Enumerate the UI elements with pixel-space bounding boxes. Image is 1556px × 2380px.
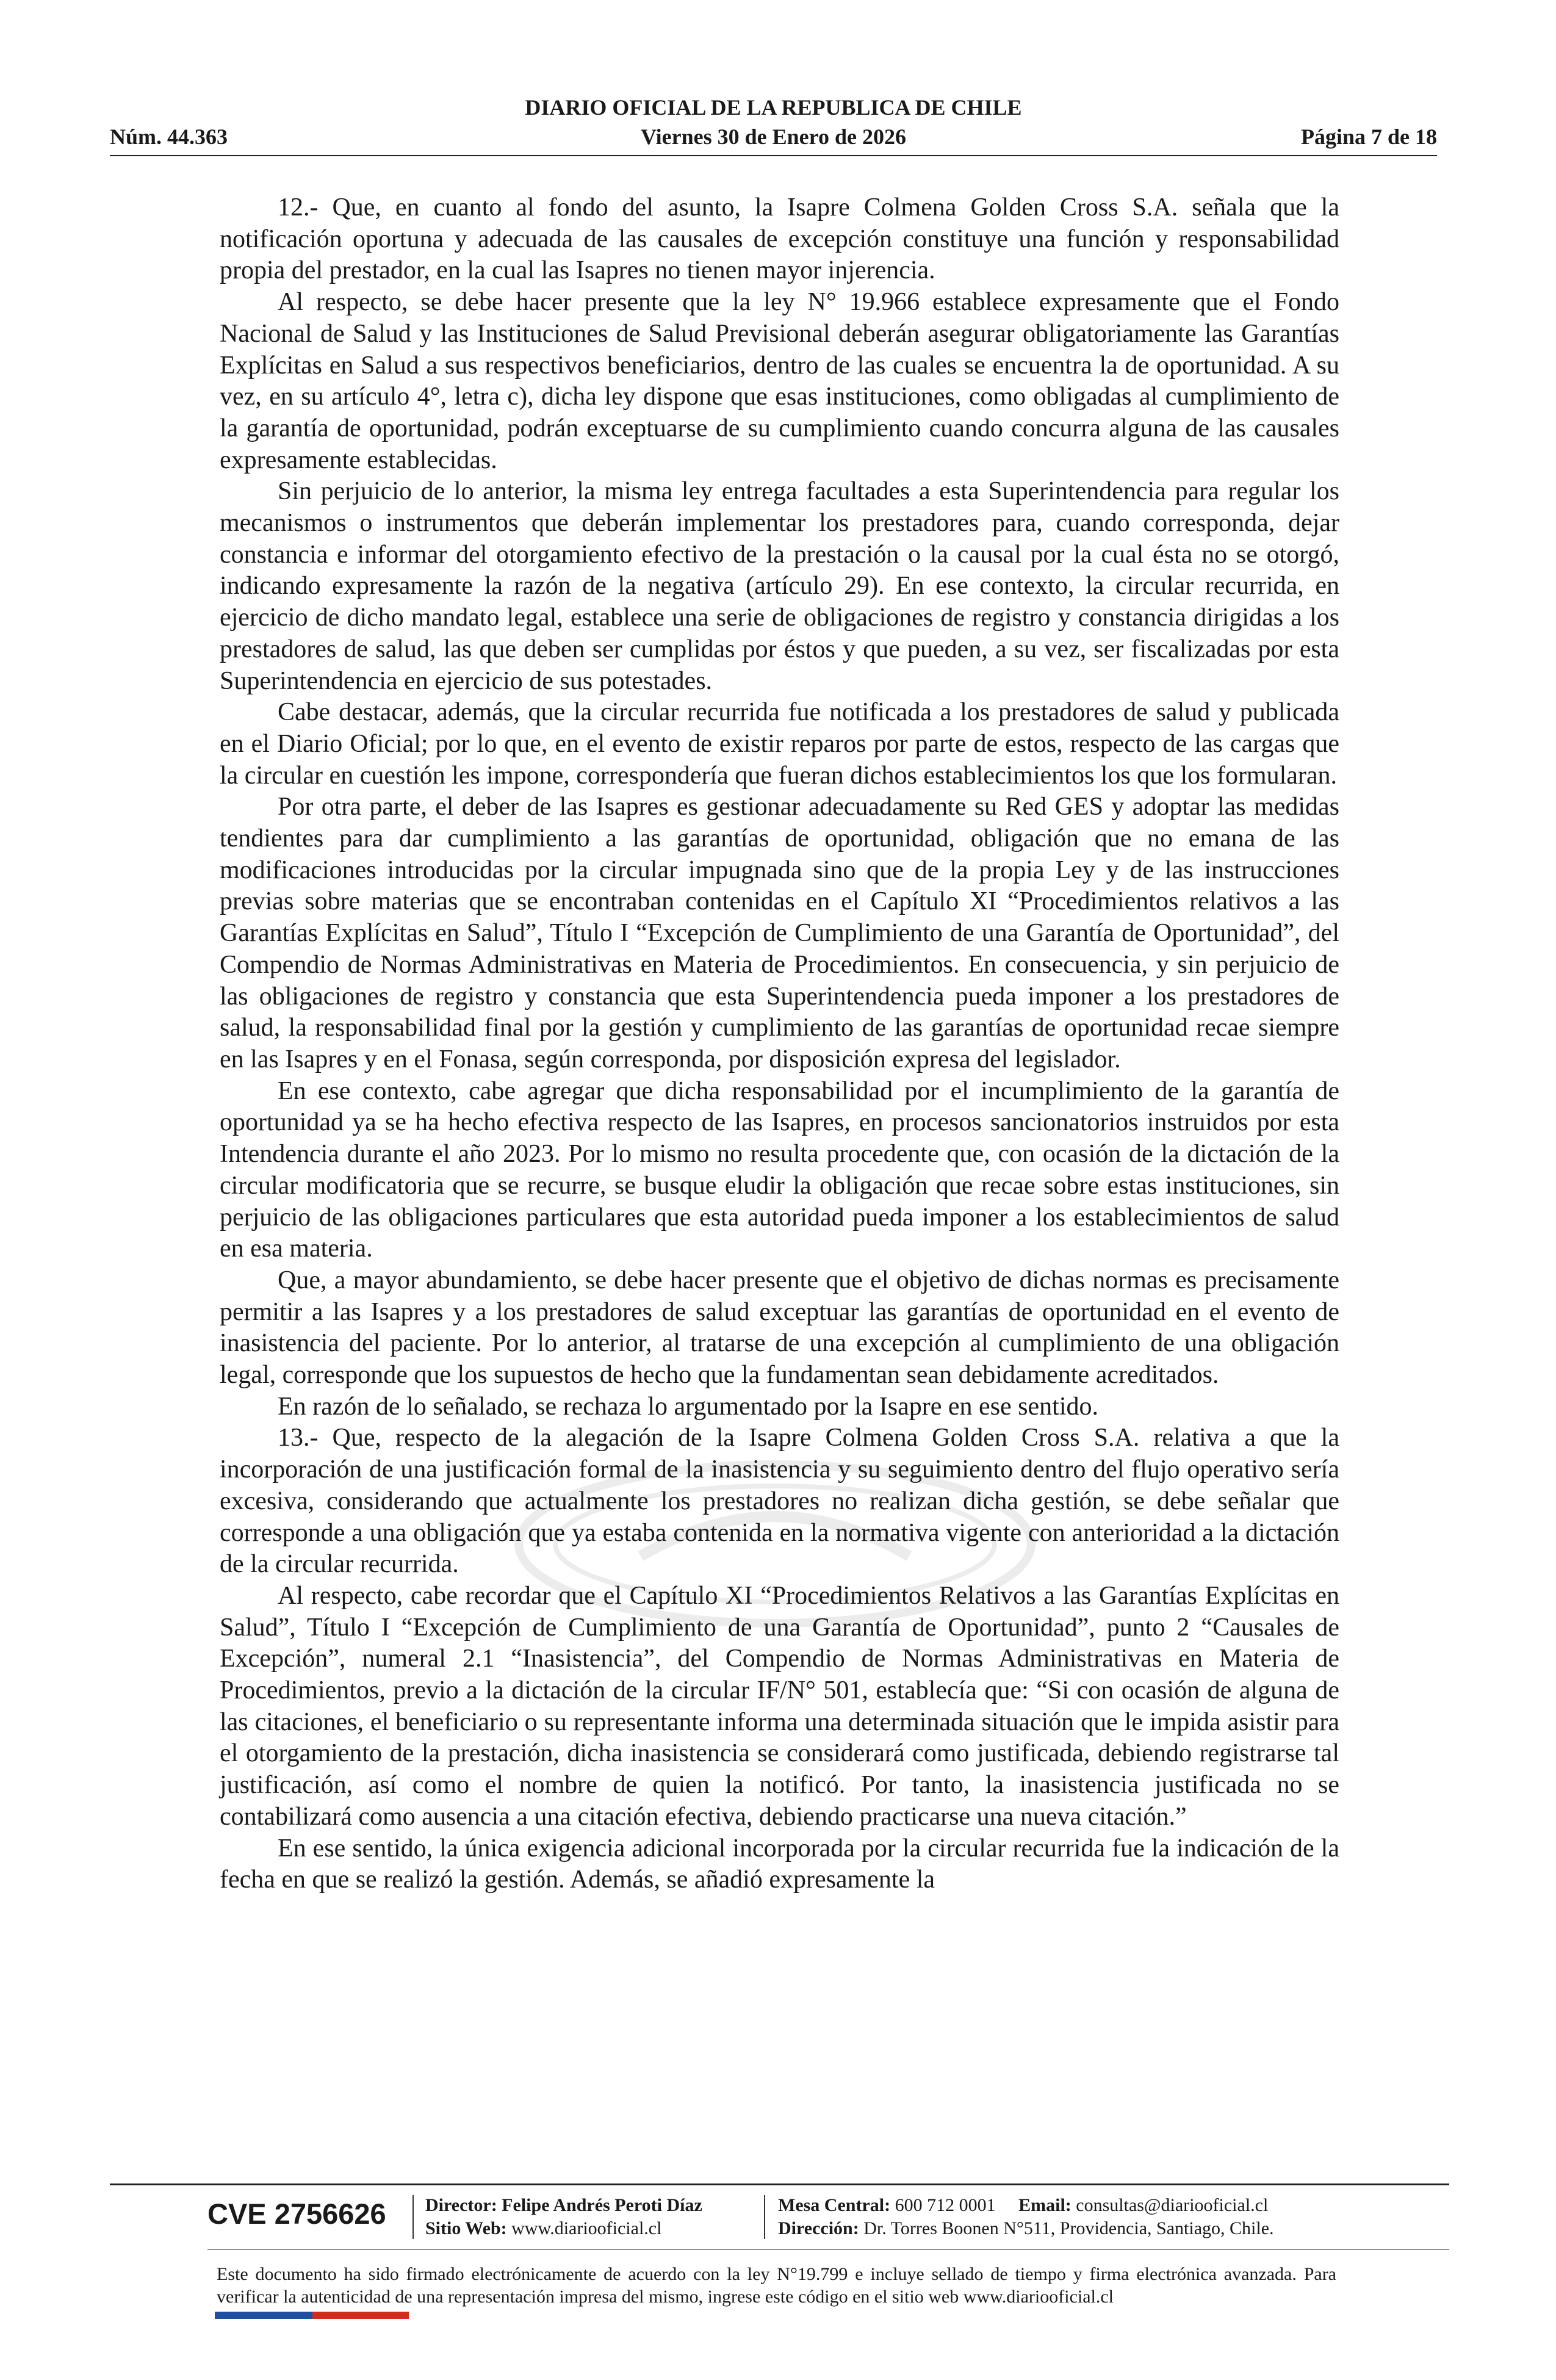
paragraph: Al respecto, cabe recordar que el Capítulo XI “Procedimientos Relativos a las Garantías Explícitas en Salud”, Título I “Excepción de Cumplimiento de una Garantía de Oportunidad”, punto 2 “Causales de Excepción”, numeral 2.1 “Inasistencia”, del Compendio de Normas Administrativas en Materia de Procedimientos, previo a la dictación de la circular IF/N° 501, establecía que: “Si con ocasión de alguna de las citaciones, el beneficiario o su representante informa una determinada situación que le impida asistir para el otorgamiento de la prestación, dicha inasistencia se considerará como justificada, debiendo registrarse tal justificación, así como el nombre de quien la notificó. Por tanto, la inasistencia justificada no se contabilizará como ausencia a una citación efectiva, debiendo practicarse una nueva citación.” [220, 1581, 1339, 1831]
director-name: Felipe Andrés Peroti Díaz [502, 2195, 702, 2215]
footer-divider [110, 2183, 1449, 2185]
header-divider [110, 155, 1437, 156]
flag-stripe-red [312, 2312, 409, 2319]
director-label: Director: [425, 2195, 497, 2215]
paragraph: 13.- Que, respecto de la alegación de la Isapre Colmena Golden Cross S.A. relativa a que la incorporación de una justificación formal de la inasistencia y su seguimiento dentro del flujo operativo sería excesiva, considerando que actualmente los prestadores no realizan dicha gestión, se debe señalar que corresponde a una obligación que ya estaba contenida en la normativa vigente con anterioridad a la dictación de la circular recurrida. [220, 1424, 1339, 1579]
address-line [778, 2217, 1274, 2240]
footer-separator [412, 2195, 414, 2239]
article-body [220, 192, 1339, 1896]
footer-contact-block [778, 2194, 1274, 2240]
paragraph: Al respecto, se debe hacer presente que la ley N° 19.966 establece expresamente que el Fondo Nacional de Salud y las Instituciones de Salud Previsional deberán asegurar obligatoriamente las Garantías Explícitas en Salud a sus respectivos beneficiarios, dentro de las cuales se encuentra la de oportunidad. A su vez, en su artículo 4°, letra c), dicha ley dispone que esas instituciones, como obligadas al cumplimiento de la garantía de oportunidad, podrán exceptuarse de su cumplimiento cuando concurra alguna de las causales expresamente establecidas. [220, 288, 1339, 474]
website-link[interactable]: www.diariooficial.cl [511, 2218, 662, 2238]
footer-separator [764, 2195, 765, 2239]
flag-stripe-blue [215, 2312, 312, 2319]
cve-code: CVE 2756626 [207, 2198, 386, 2230]
paragraph: Cabe destacar, además, que la circular recurrida fue notificada a los prestadores de salud y publicada en el Diario Oficial; por lo que, en el evento de existir reparos por parte de estos, respecto de las cargas que la circular en cuestión les impone, correspondería que fueran dichos establecimientos los que los formularan. [220, 698, 1339, 790]
contact-line [778, 2194, 1274, 2217]
signature-notice: Este documento ha sido firmado electrónicamente de acuerdo con la ley N°19.799 e incluye sellado de tiempo y firma electrónica avanzada. Para verificar la autenticidad de una representación impresa del mismo, ingrese este código en el sitio web www.diariooficial.cl [217, 2264, 1336, 2307]
paragraph: En ese sentido, la única exigencia adicional incorporada por la circular recurrida fue la indicación de la fecha en que se realizó la gestión. Además, se añadió expresamente la [220, 1834, 1339, 1894]
address-value: Dr. Torres Boonen N°511, Providencia, Santiago, Chile. [863, 2218, 1274, 2238]
footer-director-block [425, 2194, 702, 2240]
paragraph: Sin perjuicio de lo anterior, la misma ley entrega facultades a esta Superintendencia para regular los mecanismos o instrumentos que deberán implementar los prestadores para, cuando corresponda, dejar constancia e informar del otorgamiento efectivo de la prestación o la causal por la cual ésta no se otorgó, indicando expresamente la razón de la negativa (artículo 29). En ese contexto, la circular recurrida, en ejercicio de dicho mandato legal, establece una serie de obligaciones de registro y constancia dirigidas a los prestadores de salud, las que deben ser cumplidas por éstos y que pueden, a su vez, ser fiscalizadas por esta Superintendencia en ejercicio de sus potestades. [220, 477, 1339, 695]
director-line [425, 2194, 702, 2217]
address-label: Dirección: [778, 2218, 859, 2238]
issue-number: Núm. 44.363 [110, 124, 228, 149]
paragraph: En ese contexto, cabe agregar que dicha responsabilidad por el incumplimiento de la garantía de oportunidad ya se ha hecho efectiva respecto de las Isapres, en procesos sancionatorios instruidos por esta Intendencia durante el año 2023. Por lo mismo no resulta procedente que, con ocasión de la dictación de la circular modificatoria que se recurre, se busque eludir la obligación que recae sobre estas instituciones, sin perjuicio de las obligaciones particulares que esta autoridad pueda imponer a los establecimientos de salud en esa materia. [220, 1076, 1339, 1263]
email-link[interactable]: consultas@diariooficial.cl [1076, 2195, 1269, 2215]
website-label: Sitio Web: [425, 2218, 507, 2238]
page-header [110, 93, 1437, 154]
header-center [110, 93, 1437, 151]
paragraph: En razón de lo señalado, se rechaza lo argumentado por la Isapre en ese sentido. [278, 1392, 1099, 1421]
mesa-label: Mesa Central: [778, 2195, 891, 2215]
page-number: Página 7 de 18 [1300, 124, 1437, 149]
mesa-phone: 600 712 0001 [895, 2195, 996, 2215]
paragraph: Por otra parte, el deber de las Isapres es gestionar adecuadamente su Red GES y adoptar las medidas tendientes para dar cumplimiento a las garantías de oportunidad, obligación que no emana de las modificaciones introducidas por la circular impugnada sino que de la propia Ley y de las instrucciones previas sobre materias que se encontraban contenidas en el Capítulo XI “Procedimientos relativos a las Garantías Explícitas en Salud”, Título I “Excepción de Cumplimiento de una Garantía de Oportunidad”, del Compendio de Normas Administrativas en Materia de Procedimientos. En consecuencia, y sin perjuicio de las obligaciones de registro y constancia que esta Superintendencia pueda imponer a los prestadores de salud, la responsabilidad final por la gestión y cumplimiento de las garantías de oportunidad recae siempre en las Isapres y en el Fonasa, según corresponda, por disposición expresa del legislador. [220, 793, 1339, 1073]
footer-inner-divider [207, 2249, 1449, 2250]
paragraph: Que, a mayor abundamiento, se debe hacer presente que el objetivo de dichas normas es precisamente permitir a las Isapres y a los prestadores de salud exceptuar las garantías de oportunidad en el evento de inasistencia del paciente. Por lo anterior, al tratarse de una excepción al cumplimiento de una obligación legal, corresponde que los supuestos de hecho que la fundamentan sean debidamente acreditados. [220, 1266, 1339, 1390]
paragraph: 12.- Que, en cuanto al fondo del asunto, la Isapre Colmena Golden Cross S.A. señala que la notificación oportuna y adecuada de las causales de excepción constituye una función y responsabilidad propia del prestador, en la cual las Isapres no tienen mayor injerencia. [220, 193, 1339, 285]
publication-title: DIARIO OFICIAL DE LA REPUBLICA DE CHILE [525, 95, 1022, 120]
website-line [425, 2217, 702, 2240]
email-label: Email: [1018, 2195, 1072, 2215]
publication-date: Viernes 30 de Enero de 2026 [641, 124, 906, 149]
